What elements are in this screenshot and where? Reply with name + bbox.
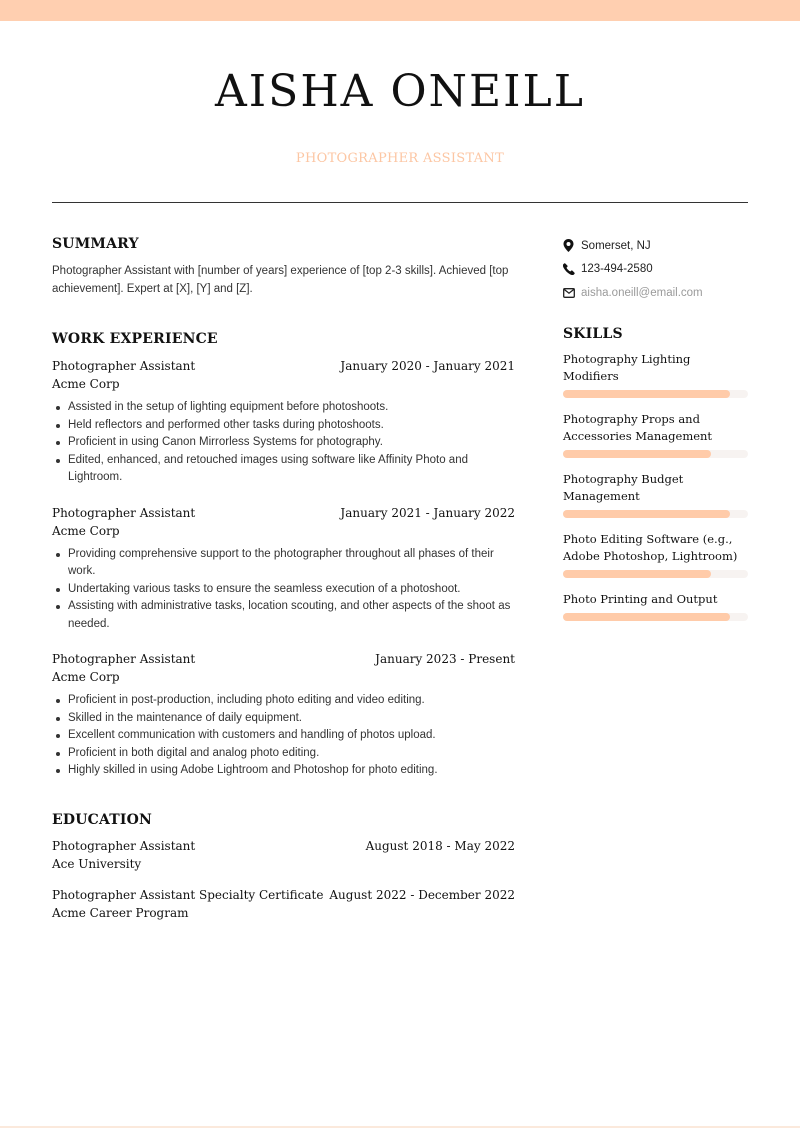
skill-name: Photography Lighting Modifiers [563, 351, 691, 383]
phone-text: 123-494-2580 [581, 263, 653, 276]
list-item: Assisted in the setup of lighting equipment before photoshoots. [52, 399, 515, 417]
job-dates: January 2020 - January 2021 [340, 359, 515, 373]
contact-email[interactable] [563, 281, 748, 305]
skill-name: Photo Editing Software (e.g., Adobe Photoshop, Lightroom) [563, 531, 738, 563]
degree-name: Photographer Assistant [52, 838, 196, 853]
company-name: Acme Corp [52, 523, 120, 538]
phone-icon [563, 263, 581, 275]
envelope-icon [563, 288, 581, 298]
skill-bar-fill [563, 390, 730, 398]
header-divider [52, 202, 748, 203]
education-header [52, 888, 515, 902]
job-title: Photographer Assistant [52, 652, 196, 666]
skill-item [563, 591, 748, 621]
company-name: Acme Corp [52, 670, 120, 684]
summary-section [52, 236, 515, 298]
contact-location [563, 234, 748, 258]
summary-text: Photographer Assistant with [number of years] experience of [top 2-3 skills]. Achieved [top achievement]. Expert at [X], [Y] and [Z]. [52, 265, 509, 295]
section-heading: SKILLS [563, 325, 623, 342]
list-item: Proficient in both digital and analog photo editing. [52, 745, 515, 763]
list-item: Proficient in post-production, including photo editing and video editing. [52, 692, 515, 710]
contact-phone[interactable] [563, 258, 748, 282]
skill-bar-fill [563, 450, 711, 458]
school-name: Ace University [52, 856, 142, 871]
education-section [52, 812, 515, 920]
skill-item [563, 471, 748, 518]
job-header [52, 506, 515, 520]
skill-bar [563, 450, 748, 458]
job-dates: January 2021 - January 2022 [340, 505, 515, 520]
list-item: Skilled in the maintenance of daily equipment. [52, 710, 515, 728]
education-entry [52, 839, 515, 871]
job-header [52, 652, 515, 666]
job-dates: January 2023 - Present [375, 652, 515, 666]
list-item: Highly skilled in using Adobe Lightroom and Photoshop for photo editing. [52, 762, 515, 780]
list-item: Proficient in using Canon Mirrorless Systems for photography. [52, 434, 515, 452]
email-text: aisha.oneill@email.com [581, 286, 703, 299]
skill-item [563, 411, 748, 458]
list-item: Held reflectors and performed other tasks during photoshoots. [52, 417, 515, 435]
candidate-title: PHOTOGRAPHER ASSISTANT [295, 151, 505, 166]
job-entry [52, 359, 515, 487]
skill-bar [563, 390, 748, 398]
location-text: Somerset, NJ [581, 239, 651, 252]
list-item: Assisting with administrative tasks, location scouting, and other aspects of the shoot as needed. [52, 598, 515, 633]
job-bullets [52, 546, 515, 634]
job-bullets [52, 692, 515, 780]
job-entry [52, 652, 515, 780]
degree-name: Photographer Assistant Specialty Certificate [52, 887, 324, 902]
skill-bar [563, 613, 748, 621]
job-bullets [52, 399, 515, 487]
top-accent-band [0, 0, 800, 21]
list-item: Undertaking various tasks to ensure the seamless execution of a photoshoot. [52, 581, 515, 599]
skill-name: Photography Props and Accessories Management [563, 411, 713, 443]
education-dates: August 2018 - May 2022 [365, 838, 515, 853]
list-item: Providing comprehensive support to the photographer throughout all phases of their work. [52, 546, 515, 581]
section-heading: WORK EXPERIENCE [52, 331, 218, 347]
section-heading: EDUCATION [52, 811, 153, 828]
main-column [52, 236, 515, 937]
school-name: Acme Career Program [52, 905, 189, 920]
skill-item [563, 531, 748, 578]
skill-name: Photography Budget Management [563, 471, 684, 503]
location-pin-icon [563, 239, 581, 252]
skill-bar [563, 510, 748, 518]
skill-bar [563, 570, 748, 578]
skill-item [563, 351, 748, 398]
company-name: Acme Corp [52, 377, 120, 391]
education-header [52, 839, 515, 853]
section-heading: SUMMARY [52, 236, 139, 252]
skill-bar-fill [563, 510, 730, 518]
job-title: Photographer Assistant [52, 359, 196, 373]
education-entry [52, 888, 515, 920]
skills-section [563, 326, 748, 621]
skill-bar-fill [563, 613, 730, 621]
skill-bar-fill [563, 570, 711, 578]
work-experience-section [52, 331, 515, 780]
job-entry [52, 506, 515, 634]
skill-name: Photo Printing and Output [563, 591, 718, 606]
candidate-name: AISHA ONEILL [215, 66, 585, 117]
sidebar-column [563, 234, 748, 634]
job-header [52, 359, 515, 373]
list-item: Excellent communication with customers and handling of photos upload. [52, 727, 515, 745]
contact-list [563, 234, 748, 305]
education-dates: August 2022 - December 2022 [329, 887, 515, 902]
list-item: Edited, enhanced, and retouched images using software like Affinity Photo and Lightroom. [52, 452, 515, 487]
job-title: Photographer Assistant [52, 505, 196, 520]
